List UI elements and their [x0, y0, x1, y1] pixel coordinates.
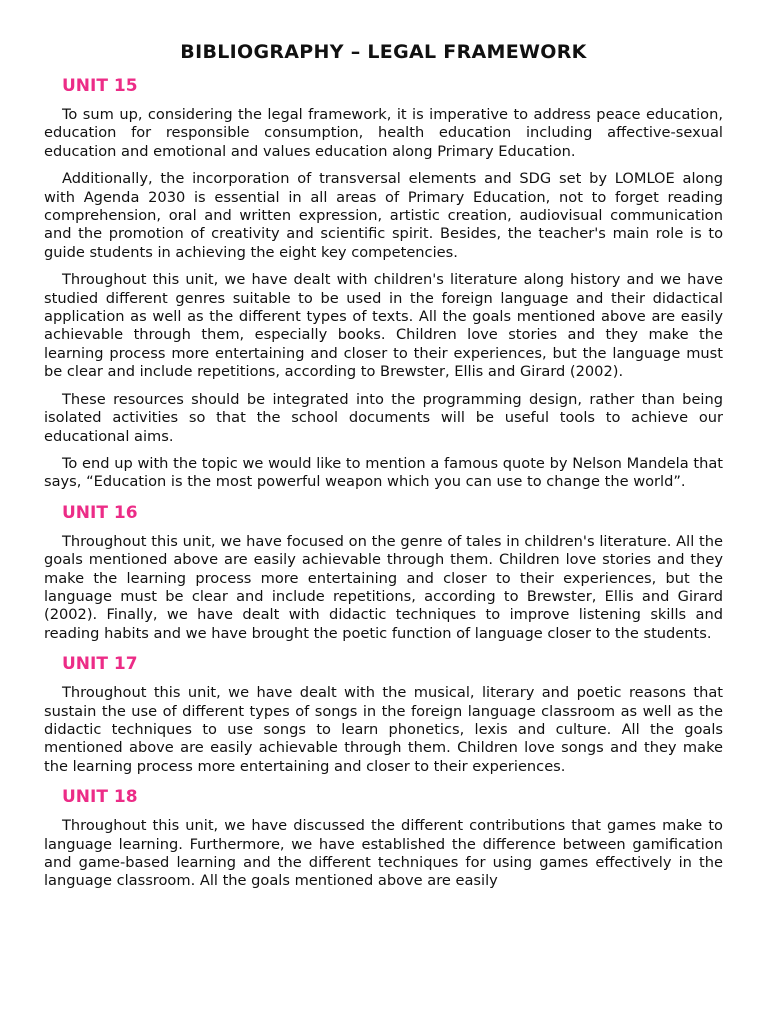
- paragraph: These resources should be integrated into the programming design, rather than being isolated activities so that the school documents will be useful tools to achieve our educational aims.: [44, 390, 723, 445]
- section-unit-18: [44, 785, 723, 891]
- unit-heading: UNIT 17: [62, 654, 138, 675]
- paragraph: Throughout this unit, we have focused on the genre of tales in children's literature. All the goals mentioned above are easily achievable through them. Children love stories and they make the learning process more entertaining and closer to their experiences, but the language must be clear and include repetitions, according to Brewster, Ellis and Girard (2002). Finally, we have dealt with didactic techniques to improve listening skills and reading habits and we have brought the poetic function of language closer to the students.: [44, 532, 723, 642]
- paragraph: Throughout this unit, we have discussed the different contributions that games make to language learning. Furthermore, we have established the difference between gamification and game-based learning and the different techniques for using games effectively in the language classroom. All the goals mentioned above are easily: [44, 817, 723, 890]
- paragraph: Throughout this unit, we have dealt with children's literature along history and we have studied different genres suitable to be used in the foreign language and their didactical application as well as the different types of texts. All the goals mentioned above are easily achievable through them, especially books. Children love stories and they make the learning process more entertaining and closer to their experiences, but the language must be clear and include repetitions, according to Brewster, Ellis and Girard (2002).: [44, 271, 723, 381]
- unit-heading: UNIT 15: [62, 76, 138, 96]
- document-title: BIBLIOGRAPHY – LEGAL FRAMEWORK: [180, 41, 587, 63]
- section-unit-17: [44, 652, 723, 776]
- paragraph: Additionally, the incorporation of transversal elements and SDG set by LOMLOE along with Agenda 2030 is essential in all areas of Primary Education, not to forget reading comprehension, oral and written expression, artistic creation, audiovisual communication and the promotion of creativity and scientific spirit. Besides, the teacher's main role is to guide students in achieving the eight key competencies.: [44, 170, 723, 261]
- unit-heading: UNIT 16: [62, 502, 138, 523]
- paragraph: Throughout this unit, we have dealt with the musical, literary and poetic reasons that sustain the use of different types of songs in the foreign language classroom as well as the didactic techniques to use songs to learn phonetics, lexis and culture. All the goals mentioned above are easily achievable through them. Children love songs and they make the learning process more entertaining and closer to their experiences.: [44, 684, 723, 775]
- unit-heading: UNIT 18: [62, 787, 138, 808]
- section-unit-15: [44, 74, 723, 492]
- section-unit-16: [44, 501, 723, 643]
- paragraph: To end up with the topic we would like to mention a famous quote by Nelson Mandela that says, “Education is the most powerful weapon which you can use to change the world”.: [44, 454, 723, 491]
- document-page: [44, 38, 723, 1024]
- paragraph: To sum up, considering the legal framework, it is imperative to address peace education, education for responsible consumption, health education including affective-sexual education and emotional and values education along Primary Education.: [44, 106, 723, 160]
